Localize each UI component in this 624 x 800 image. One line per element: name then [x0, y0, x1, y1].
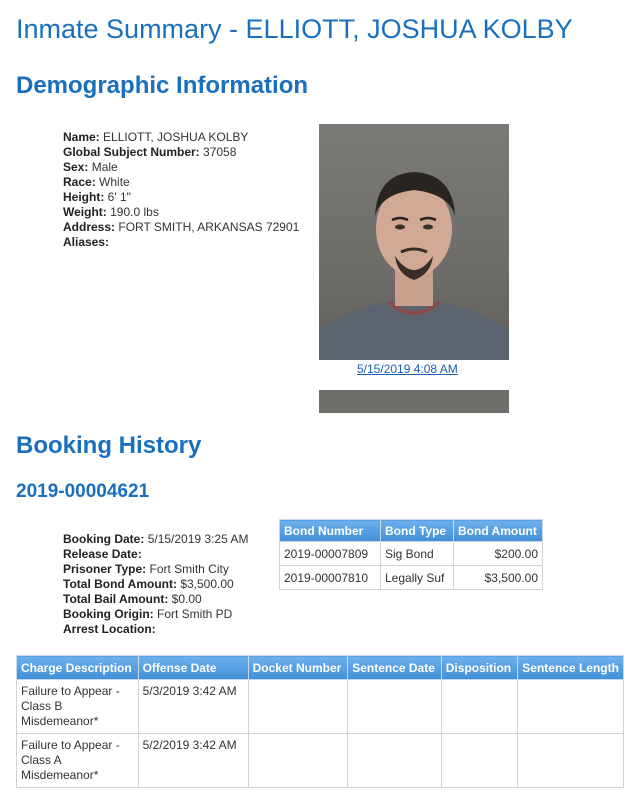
bond-amount-header: Bond Amount	[454, 520, 543, 542]
aliases-label: Aliases:	[63, 235, 110, 249]
sex-row	[63, 160, 299, 175]
race-label: Race:	[63, 175, 96, 189]
total-bail-amount-row	[63, 592, 248, 607]
disposition-header: Disposition	[441, 656, 518, 680]
weight-value: 190.0 lbs	[110, 205, 159, 219]
booking-origin-value: Fort Smith PD	[157, 607, 233, 621]
bond-number-header: Bond Number	[280, 520, 381, 542]
aliases-row	[63, 235, 299, 250]
prisoner-type-label: Prisoner Type:	[63, 562, 147, 576]
sex-label: Sex:	[63, 160, 89, 174]
demographic-heading: Demographic Information	[16, 72, 309, 99]
booking-date-row	[63, 532, 248, 547]
total-bond-amount-row	[63, 577, 248, 592]
total-bail-amount-value: $0.00	[171, 592, 202, 606]
sentence-date-header: Sentence Date	[348, 656, 442, 680]
bond-amount-cell: $3,500.00	[454, 566, 543, 590]
release-date-row	[63, 547, 248, 562]
race-value: White	[99, 175, 130, 189]
booking-history-heading: Booking History	[16, 432, 202, 459]
prisoner-type-row	[63, 562, 248, 577]
booking-info	[63, 532, 248, 637]
sentence-length-cell	[518, 734, 624, 788]
sentence-date-cell	[348, 680, 442, 734]
sex-value: Male	[91, 160, 118, 174]
charge-description-cell: Failure to Appear - Class A Misdemeanor*	[17, 734, 139, 788]
demographic-info	[63, 130, 299, 250]
bond-type-cell: Sig Bond	[381, 542, 454, 566]
height-label: Height:	[63, 190, 105, 204]
arrest-location-row	[63, 622, 248, 637]
name-value: ELLIOTT, JOSHUA KOLBY	[103, 130, 249, 144]
mugshot-photo	[319, 124, 509, 360]
charge-table-header-row	[17, 656, 624, 680]
docket-number-cell	[248, 680, 348, 734]
release-date-label: Release Date:	[63, 547, 142, 561]
height-value: 6' 1"	[107, 190, 131, 204]
bond-table-header-row	[280, 520, 543, 542]
address-row	[63, 220, 299, 235]
bond-amount-cell: $200.00	[454, 542, 543, 566]
name-row	[63, 130, 299, 145]
charge-description-header: Charge Description	[17, 656, 139, 680]
booking-date-value: 5/15/2019 3:25 AM	[147, 532, 249, 546]
weight-row	[63, 205, 299, 220]
offense-date-cell: 5/2/2019 3:42 AM	[138, 734, 248, 788]
booking-date-label: Booking Date:	[63, 532, 145, 546]
bond-type-cell: Legally Suf	[381, 566, 454, 590]
name-label: Name:	[63, 130, 100, 144]
global-subject-number-label: Global Subject Number:	[63, 145, 200, 159]
page-title: Inmate Summary - ELLIOTT, JOSHUA KOLBY	[16, 14, 573, 44]
disposition-cell	[441, 734, 518, 788]
table-row	[280, 566, 543, 590]
table-row	[17, 734, 624, 788]
global-subject-number-row	[63, 145, 299, 160]
booking-origin-label: Booking Origin:	[63, 607, 154, 621]
total-bail-amount-label: Total Bail Amount:	[63, 592, 169, 606]
address-label: Address:	[63, 220, 116, 234]
second-photo	[319, 390, 509, 413]
charge-description-cell: Failure to Appear - Class B Misdemeanor*	[17, 680, 139, 734]
weight-label: Weight:	[63, 205, 107, 219]
photo-date-link[interactable]: 5/15/2019 4:08 AM	[357, 362, 458, 376]
sentence-length-cell	[518, 680, 624, 734]
offense-date-cell: 5/3/2019 3:42 AM	[138, 680, 248, 734]
bond-table	[279, 519, 543, 590]
prisoner-type-value: Fort Smith City	[149, 562, 229, 576]
total-bond-amount-label: Total Bond Amount:	[63, 577, 177, 591]
address-value: FORT SMITH, ARKANSAS 72901	[118, 220, 300, 234]
booking-origin-row	[63, 607, 248, 622]
table-row	[280, 542, 543, 566]
bond-type-header: Bond Type	[381, 520, 454, 542]
table-row	[17, 680, 624, 734]
bond-number-cell: 2019-00007810	[280, 566, 381, 590]
height-row	[63, 190, 299, 205]
sentence-length-header: Sentence Length	[518, 656, 624, 680]
bond-number-cell: 2019-00007809	[280, 542, 381, 566]
race-row	[63, 175, 299, 190]
total-bond-amount-value: $3,500.00	[180, 577, 234, 591]
docket-number-cell	[248, 734, 348, 788]
sentence-date-cell	[348, 734, 442, 788]
charge-table	[16, 655, 624, 788]
docket-number-header: Docket Number	[248, 656, 348, 680]
arrest-location-label: Arrest Location:	[63, 622, 156, 636]
offense-date-header: Offense Date	[138, 656, 248, 680]
booking-number: 2019-00004621	[16, 481, 150, 502]
global-subject-number-value: 37058	[203, 145, 237, 159]
disposition-cell	[441, 680, 518, 734]
